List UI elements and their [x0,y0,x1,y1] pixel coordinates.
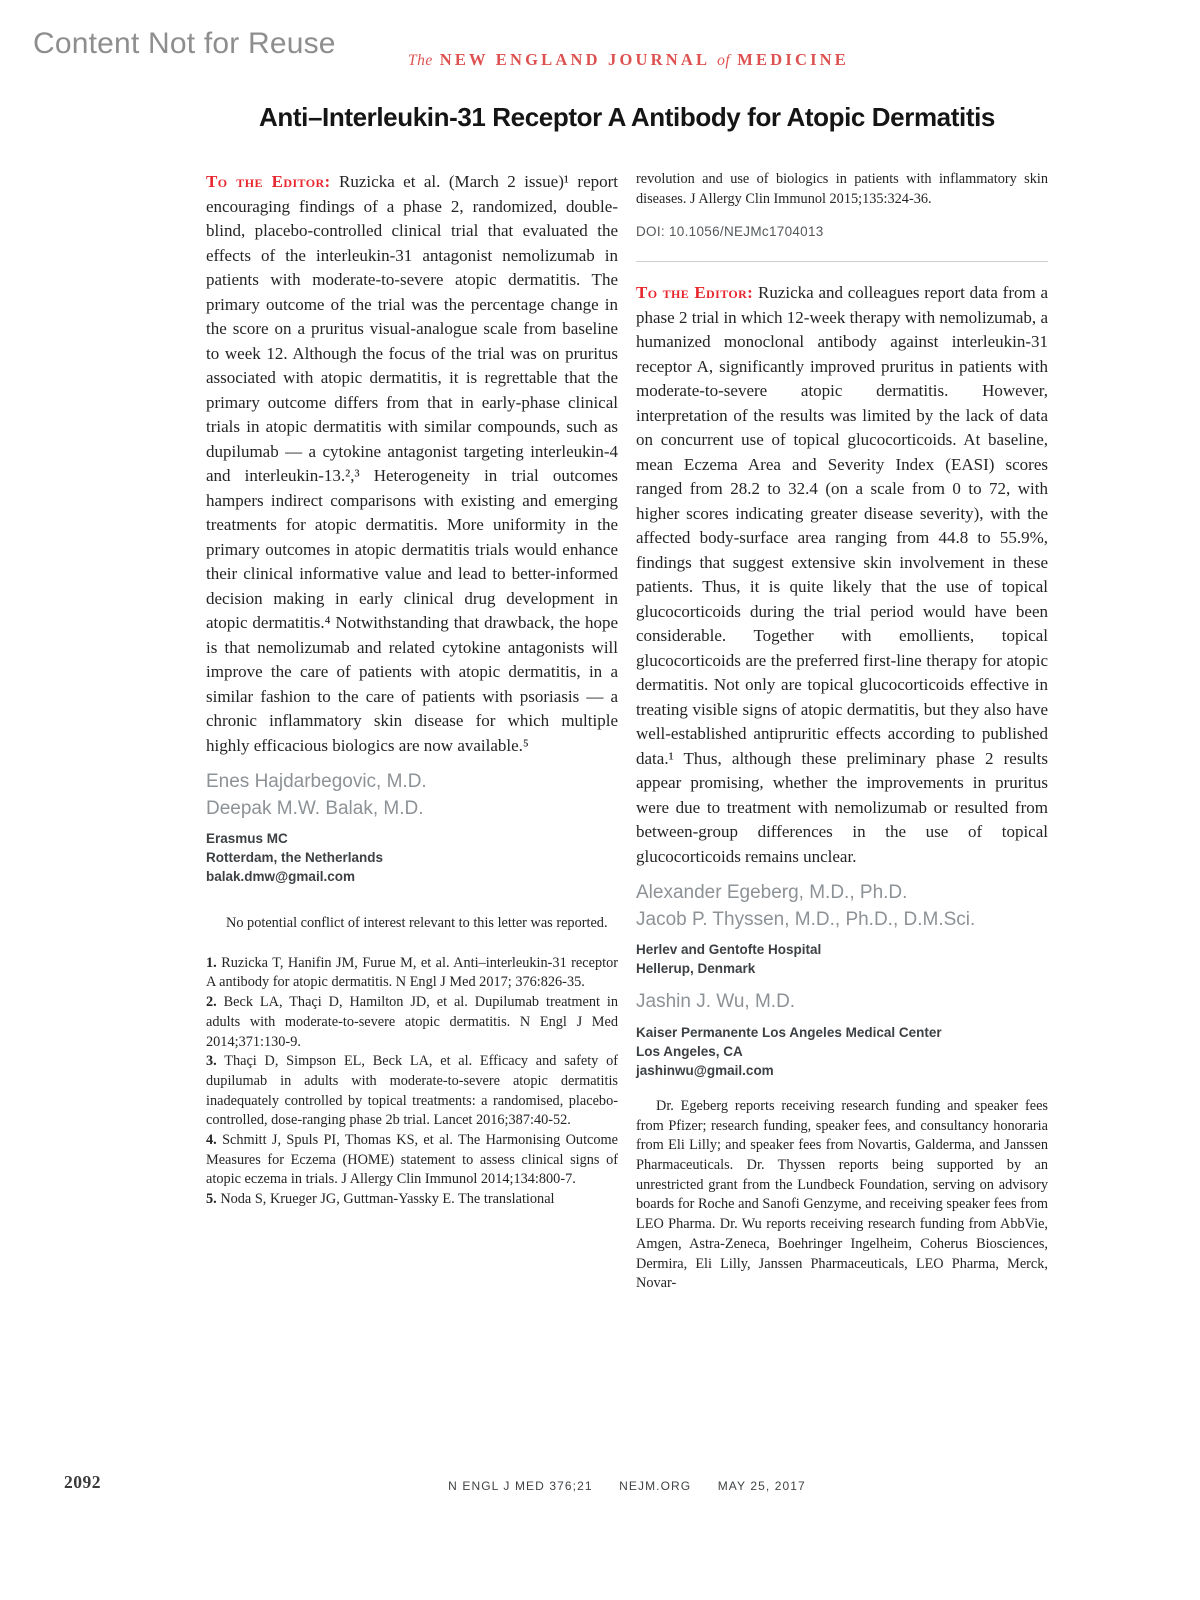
reference-list [206,954,618,1210]
page-number: 2092 [64,1472,101,1492]
affiliation-line: Hellerup, Denmark [636,961,756,977]
section-divider [636,261,1048,262]
conflict-of-interest-note: No potential conflict of interest relevant to this letter was reported. [226,915,608,931]
reference-text: Beck LA, Thaçi D, Hamilton JD, et al. Dupilumab treatment in adults with moderate-to-severe atopic dermatitis. N Engl J Med 2014;371:130-9. [206,994,618,1050]
reference-item [206,954,618,993]
reference-number: 3. [206,1053,217,1070]
letter-2-paragraph [636,281,1048,869]
reference-number: 4. [206,1132,217,1149]
content-not-for-reuse-watermark: Content Not for Reuse [33,27,336,60]
letter-1-leadin: To the Editor: [206,172,331,191]
reference-number: 2. [206,994,217,1011]
letter-2-authors-group-2 [636,989,1048,1016]
affiliation-line: Erasmus MC [206,831,288,846]
affiliation-line: Kaiser Permanente Los Angeles Medical Center [636,1024,942,1040]
masthead-the: The [407,52,433,69]
reference-item [206,1052,618,1131]
letter-1-text: Ruzicka et al. (March 2 issue)¹ report encouraging findings of a phase 2, randomized, double-blind, placebo-controlled clinical trial that evaluated the effects of the interleukin-31 antagonist nemolizumab in patients with moderate-to-severe atopic dermatitis. The primary outcome of the trial was the percentage change in the score on a pruritus visual-analogue scale from baseline to week 12. Although the focus of the trial was on pruritus associated with atopic dermatitis, it is regrettable that the primary outcome differs from that in early-phase clinical trials in atopic dermatitis with similar compounds, such as dupilumab — a cytokine antagonist targeting interleukin-4 and interleukin-13.²,³ Heterogeneity in trial outcomes hampers indirect comparisons with existing and emerging treatments for atopic dermatitis. More uniformity in the primary outcomes in atopic dermatitis trials would enhance their clinical informative value and lead to better-informed decision making in early clinical drug development in atopic dermatitis.⁴ Notwithstanding that drawback, the hope is that nemolizumab and related cytokine antagonists will improve the care of patients with atopic dermatitis, in a similar fashion to the care of patients with psoriasis — a chronic inflammatory skin disease for which multiple highly efficacious biologics are now available.⁵ [206,172,618,755]
footer-site: NEJM.ORG [619,1479,692,1493]
disclosure-paragraph: Dr. Egeberg reports receiving research funding and speaker fees from Pfizer; research funding, speaker fees, and consultancy honoraria from Eli Lilly; and speaker fees from Novartis, Galderma, and Janssen Pharmaceuticals. Dr. Thyssen reports being supported by an unrestricted grant from the Lundbeck Foundation, serving on advisory boards for Roche and Sanofi Genzyme, and receiving speaker fees from LEO Pharma. Dr. Wu reports receiving research funding from AbbVie, Amgen, Astra-Zeneca, Boehringer Ingelheim, Coherus Biosciences, Dermira, Eli Lilly, Janssen Pharmaceuticals, LEO Pharma, Merck, Novar- [636,1097,1048,1292]
letter-2-text: Ruzicka and colleagues report data from a phase 2 trial in which 12-week therapy with nemolizumab, a humanized monoclonal antibody against interleukin-31 receptor A, significantly improved pruritus in patients with moderate-to-severe atopic dermatitis. However, interpretation of the results was limited by the lack of data on concurrent use of topical glucocorticoids. At baseline, mean Eczema Area and Severity Index (EASI) scores ranged from 28.2 to 32.4 (on a scale from 0 to 72, with higher scores indicating greater disease severity), with the affected body-surface area ranging from 44.8 to 55.9%, findings that suggest extensive skin involvement in these patients. Thus, it is quite likely that the use of topical glucocorticoids during the trial period would have been considerable. Together with emollients, topical glucocorticoids are the preferred first-line therapy for atopic dermatitis. Not only are topical glucocorticoids effective in treating visible signs of atopic dermatitis, but they also have well-established antipruritic effects according to published data.¹ Thus, although these preliminary phase 2 results appear promising, whether the improvements in pruritus were due to treatment with nemolizumab or resulted from between-group differences in the use of topical glucocorticoids remains unclear. [636,283,1049,866]
reference-text: Thaçi D, Simpson EL, Beck LA, et al. Efficacy and safety of dupilumab in adults with moderate-to-severe atopic dermatitis inadequately controlled by topical treatments: a randomised, placebo-controlled, dose-ranging phase 2b trial. Lancet 2016;387:40-52. [206,1053,618,1129]
journal-footer-line [206,1479,1048,1493]
author-name: Alexander Egeberg, M.D., Ph.D. [636,882,908,904]
journal-masthead [206,50,1048,70]
affiliation-line: Los Angeles, CA [636,1043,743,1059]
doi-line: DOI: 10.1056/NEJMc1704013 [636,224,824,240]
letter-1-paragraph [206,170,618,758]
article-title: Anti–Interleukin-31 Receptor A Antibody for Atopic Dermatitis [259,102,995,132]
letter-2-authors-group-1 [636,880,1048,933]
reference-continuation: revolution and use of biologics in patients with inflammatory skin diseases. J Allergy Clin Immunol 2015;135:324-36. [636,171,1048,207]
left-column [206,170,618,1308]
author-name: Jacob P. Thyssen, M.D., Ph.D., D.M.Sci. [636,908,976,930]
reference-item [206,1131,618,1190]
reference-text: Schmitt J, Spuls PI, Thomas KS, et al. The Harmonising Outcome Measures for Eczema (HOME) statement to assess clinical signs of atopic eczema in trials. J Allergy Clin Immunol 2014;134:800-7. [206,1132,619,1188]
author-name: Enes Hajdarbegovic, M.D. [206,771,427,792]
masthead-medicine: MEDICINE [737,50,850,69]
reference-item [206,1190,618,1210]
reference-text: Ruzicka T, Hanifin JM, Furue M, et al. Anti–interleukin-31 receptor A antibody for atopic dermatitis. N Engl J Med 2017; 376:826-35. [206,954,619,991]
affiliation-line: Herlev and Gentofte Hospital [636,942,822,958]
reference-item [206,993,618,1052]
author-name: Deepak M.W. Balak, M.D. [206,797,424,819]
right-column [636,170,1048,1308]
masthead-new-england-journal: NEW ENGLAND JOURNAL [439,50,711,69]
footer-date: MAY 25, 2017 [717,1479,806,1493]
letter-2-affiliation-1 [636,940,1048,978]
letter-2-affiliation-2 [636,1023,1048,1080]
letter-2-leadin: To the Editor: [636,283,754,303]
two-column-body [206,170,1048,1308]
reference-text: Noda S, Krueger JG, Guttman-Yassky E. The translational [220,1191,555,1208]
footer-citation: N ENGL J MED 376;21 [448,1479,593,1493]
affiliation-line: Rotterdam, the Netherlands [206,850,384,865]
letter-1-authors [206,769,618,822]
author-name: Jashin J. Wu, M.D. [636,991,796,1013]
reference-number: 1. [206,954,217,971]
masthead-of: of [717,52,731,69]
author-email: balak.dmw@gmail.com [206,869,355,884]
letter-1-affiliation [206,829,618,886]
author-email: jashinwu@gmail.com [636,1062,774,1078]
reference-number: 5. [206,1191,217,1208]
